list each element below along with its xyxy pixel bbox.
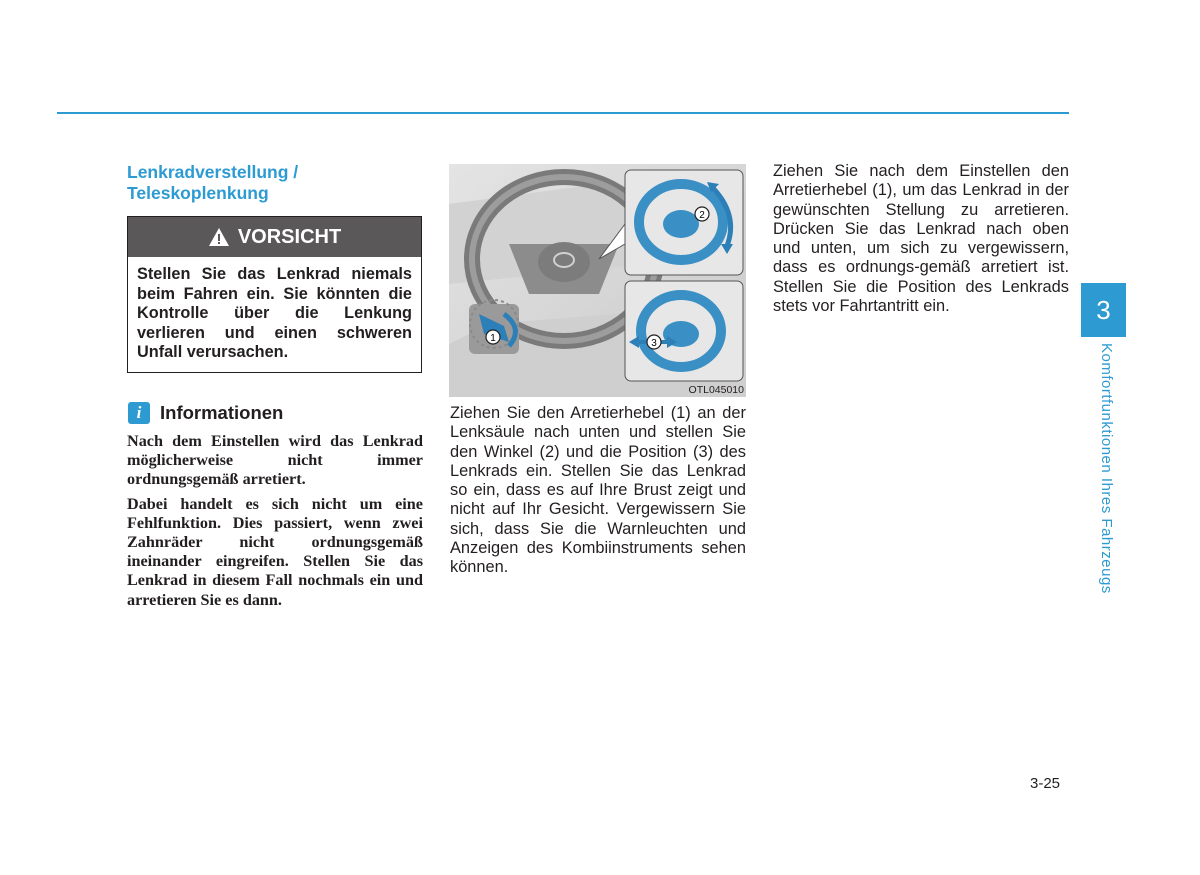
- section-title-line1: Lenkradverstellung /: [127, 162, 299, 182]
- info-paragraph-2: Dabei handelt es sich nicht um eine Fehlfunktion. Dies passiert, wenn zwei Zahnräder nicht ordnungsgemäß ineinander eingreifen. Stellen Sie das Lenkrad in diesem Fall nochmals ein und arretieren Sie es dann.: [127, 494, 423, 609]
- callout-3: 3: [651, 338, 657, 349]
- info-heading: [128, 402, 283, 424]
- chapter-tab: 3: [1081, 283, 1126, 337]
- middle-column-text: Ziehen Sie den Arretierhebel (1) an der Lenksäule nach unten und stellen Sie den Winkel (2) und die Position (3) des Lenkrads ein. Stellen Sie das Lenkrad so ein, dass es auf Ihre Brust zeigt und nicht auf Ihr Gesicht. Vergewissern Sie sich, dass Sie die Warnleuchten und Anzeigen des Kombiinstruments sehen können.: [450, 404, 746, 577]
- warning-triangle-icon: [208, 227, 230, 247]
- figure-code: OTL045010: [688, 384, 744, 396]
- section-title: [127, 162, 427, 204]
- chapter-label: Komfortfunktionen Ihres Fahrzeugs: [1098, 343, 1115, 594]
- caution-header: [128, 217, 421, 257]
- caution-text: Stellen Sie das Lenkrad niemals beim Fahren ein. Sie könnten die Kontrolle über die Lenkung verlieren und einen schweren Unfall verursachen.: [137, 265, 412, 361]
- info-body: [127, 432, 423, 615]
- page-number: 3-25: [1030, 775, 1061, 792]
- info-paragraph-1: Nach dem Einstellen wird das Lenkrad möglicherweise nicht immer ordnungsgemäß arretiert.: [127, 432, 423, 489]
- callout-2: 2: [699, 210, 705, 221]
- steering-wheel-illustration: [449, 164, 746, 397]
- header-rule: [57, 112, 1069, 114]
- info-title: Informationen: [160, 402, 284, 423]
- section-title-line2: Teleskoplenkung: [127, 183, 269, 203]
- info-icon: i: [128, 402, 150, 424]
- steering-wheel-drawing: [449, 164, 746, 397]
- caution-box: [127, 216, 422, 373]
- caution-label: VORSICHT: [237, 225, 342, 248]
- right-column-text: Ziehen Sie nach dem Einstellen den Arretierhebel (1), um das Lenkrad in der gewünschten Stellung zu arretieren. Drücken Sie das Lenkrad nach oben und unten, um sich zu vergewissern, dass es ordnungs-gemäß arretiert ist. Stellen Sie die Position des Lenkrads stets vor Fahrtantritt ein.: [773, 162, 1069, 316]
- callout-1: 1: [490, 333, 496, 344]
